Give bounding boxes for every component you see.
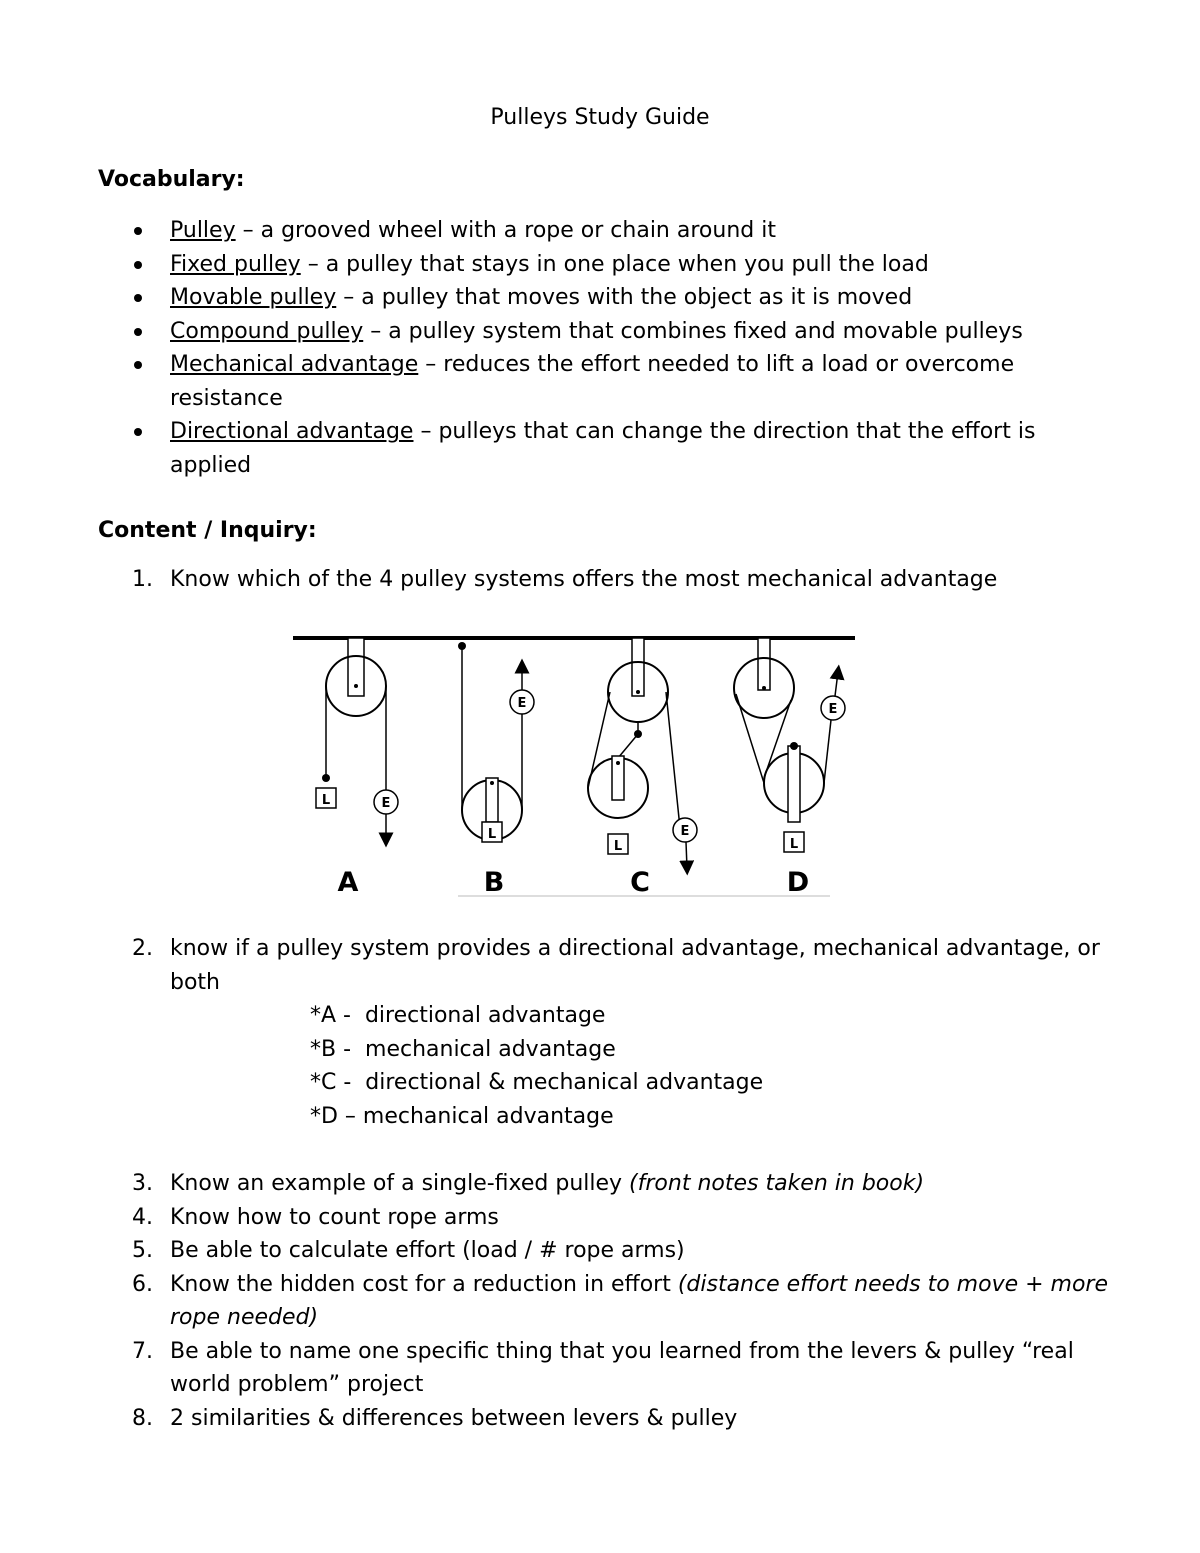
effort-label: E bbox=[517, 696, 527, 711]
item-number: 6. bbox=[132, 1271, 153, 1297]
item-text: Be able to calculate effort (load / # rope arms) bbox=[170, 1238, 685, 1263]
content-list-part-3 bbox=[98, 1167, 1108, 1435]
answer-a: *A - directional advantage bbox=[310, 1003, 606, 1028]
pulley-systems-figure bbox=[290, 628, 870, 908]
pulley-system-b bbox=[458, 642, 534, 898]
system-label-a: A bbox=[337, 867, 359, 898]
vocabulary-heading: Vocabulary: bbox=[98, 167, 245, 192]
list-item bbox=[98, 563, 1108, 597]
list-item bbox=[98, 281, 1098, 315]
load-label: L bbox=[789, 837, 799, 852]
item-number: 8. bbox=[132, 1405, 153, 1431]
list-item bbox=[98, 1335, 1108, 1402]
load-label: L bbox=[487, 827, 497, 842]
answer-d: *D – mechanical advantage bbox=[310, 1103, 614, 1129]
list-item bbox=[98, 315, 1098, 349]
list-item bbox=[98, 1268, 1108, 1335]
list-item bbox=[98, 1402, 1108, 1436]
item-text: Know an example of a single-fixed pulley bbox=[170, 1171, 630, 1196]
item-number: 2. bbox=[132, 936, 153, 961]
vocab-term: Fixed pulley bbox=[170, 251, 301, 277]
list-item bbox=[98, 214, 1098, 248]
vocab-definition: – a pulley system that combines fixed and movable pulleys bbox=[363, 318, 1023, 344]
list-item bbox=[98, 932, 1108, 999]
item-text: Know how to count rope arms bbox=[170, 1204, 499, 1230]
vocab-definition: – a pulley that moves with the object as it is moved bbox=[336, 285, 913, 310]
system-label-c: C bbox=[630, 867, 650, 898]
effort-label: E bbox=[680, 824, 690, 839]
vocab-term: Pulley bbox=[170, 218, 236, 243]
system-label-b: B bbox=[483, 867, 505, 898]
content-list-part-2 bbox=[98, 932, 1108, 999]
vocab-term: Movable pulley bbox=[170, 285, 337, 310]
bullet-icon bbox=[134, 428, 142, 436]
bullet-icon bbox=[134, 328, 142, 336]
bullet-icon bbox=[134, 227, 142, 235]
pulley-system-c bbox=[588, 638, 697, 898]
load-label: L bbox=[321, 793, 331, 808]
item-number: 1. bbox=[132, 567, 153, 592]
list-item bbox=[98, 248, 1098, 282]
list-item bbox=[98, 348, 1098, 415]
item-number: 4. bbox=[132, 1204, 153, 1230]
content-heading: Content / Inquiry: bbox=[98, 518, 317, 543]
item-note: (distance effort needs to move + more rope needed) bbox=[170, 1271, 1109, 1330]
system-label-d: D bbox=[786, 867, 810, 898]
vocab-definition: – a grooved wheel with a rope or chain around it bbox=[235, 218, 776, 243]
load-label: L bbox=[613, 839, 623, 854]
item-note: (front notes taken in book) bbox=[629, 1171, 925, 1196]
item-text: Know the hidden cost for a reduction in effort bbox=[170, 1271, 678, 1297]
answer-c: *C - directional & mechanical advantage bbox=[310, 1070, 764, 1095]
list-item bbox=[98, 1201, 1108, 1235]
vocab-definition: – reduces the effort needed to lift a load or overcome resistance bbox=[170, 352, 1015, 411]
list-item bbox=[98, 415, 1098, 482]
item-number: 3. bbox=[132, 1171, 153, 1196]
bullet-icon bbox=[134, 294, 142, 302]
pulley-system-a bbox=[316, 638, 398, 898]
item-text: know if a pulley system provides a directional advantage, mechanical advantage, or both bbox=[170, 936, 1100, 995]
item-text: Know which of the 4 pulley systems offers the most mechanical advantage bbox=[170, 567, 998, 592]
vocab-term: Compound pulley bbox=[170, 318, 364, 344]
list-item bbox=[98, 1234, 1108, 1268]
answer-list bbox=[310, 999, 763, 1133]
vocabulary-list bbox=[98, 214, 1098, 482]
item-number: 7. bbox=[132, 1338, 153, 1364]
bullet-icon bbox=[134, 261, 142, 269]
pulley-system-d bbox=[734, 638, 845, 898]
bullet-icon bbox=[134, 361, 142, 369]
vocab-definition: – a pulley that stays in one place when you pull the load bbox=[300, 251, 929, 277]
vocab-term: Mechanical advantage bbox=[170, 352, 419, 377]
content-list-part-1 bbox=[98, 563, 1108, 597]
page-title: Pulleys Study Guide bbox=[490, 105, 710, 130]
effort-label: E bbox=[828, 702, 838, 717]
item-text: Be able to name one specific thing that you learned from the levers & pulley “real world problem” project bbox=[170, 1338, 1074, 1397]
effort-label: E bbox=[381, 796, 391, 811]
list-item bbox=[98, 1167, 1108, 1201]
item-text: 2 similarities & differences between levers & pulley bbox=[170, 1405, 738, 1431]
vocab-term: Directional advantage bbox=[170, 419, 414, 444]
answer-b: *B - mechanical advantage bbox=[310, 1036, 616, 1062]
item-number: 5. bbox=[132, 1238, 153, 1263]
vocab-definition: – pulleys that can change the direction that the effort is applied bbox=[170, 419, 1036, 478]
